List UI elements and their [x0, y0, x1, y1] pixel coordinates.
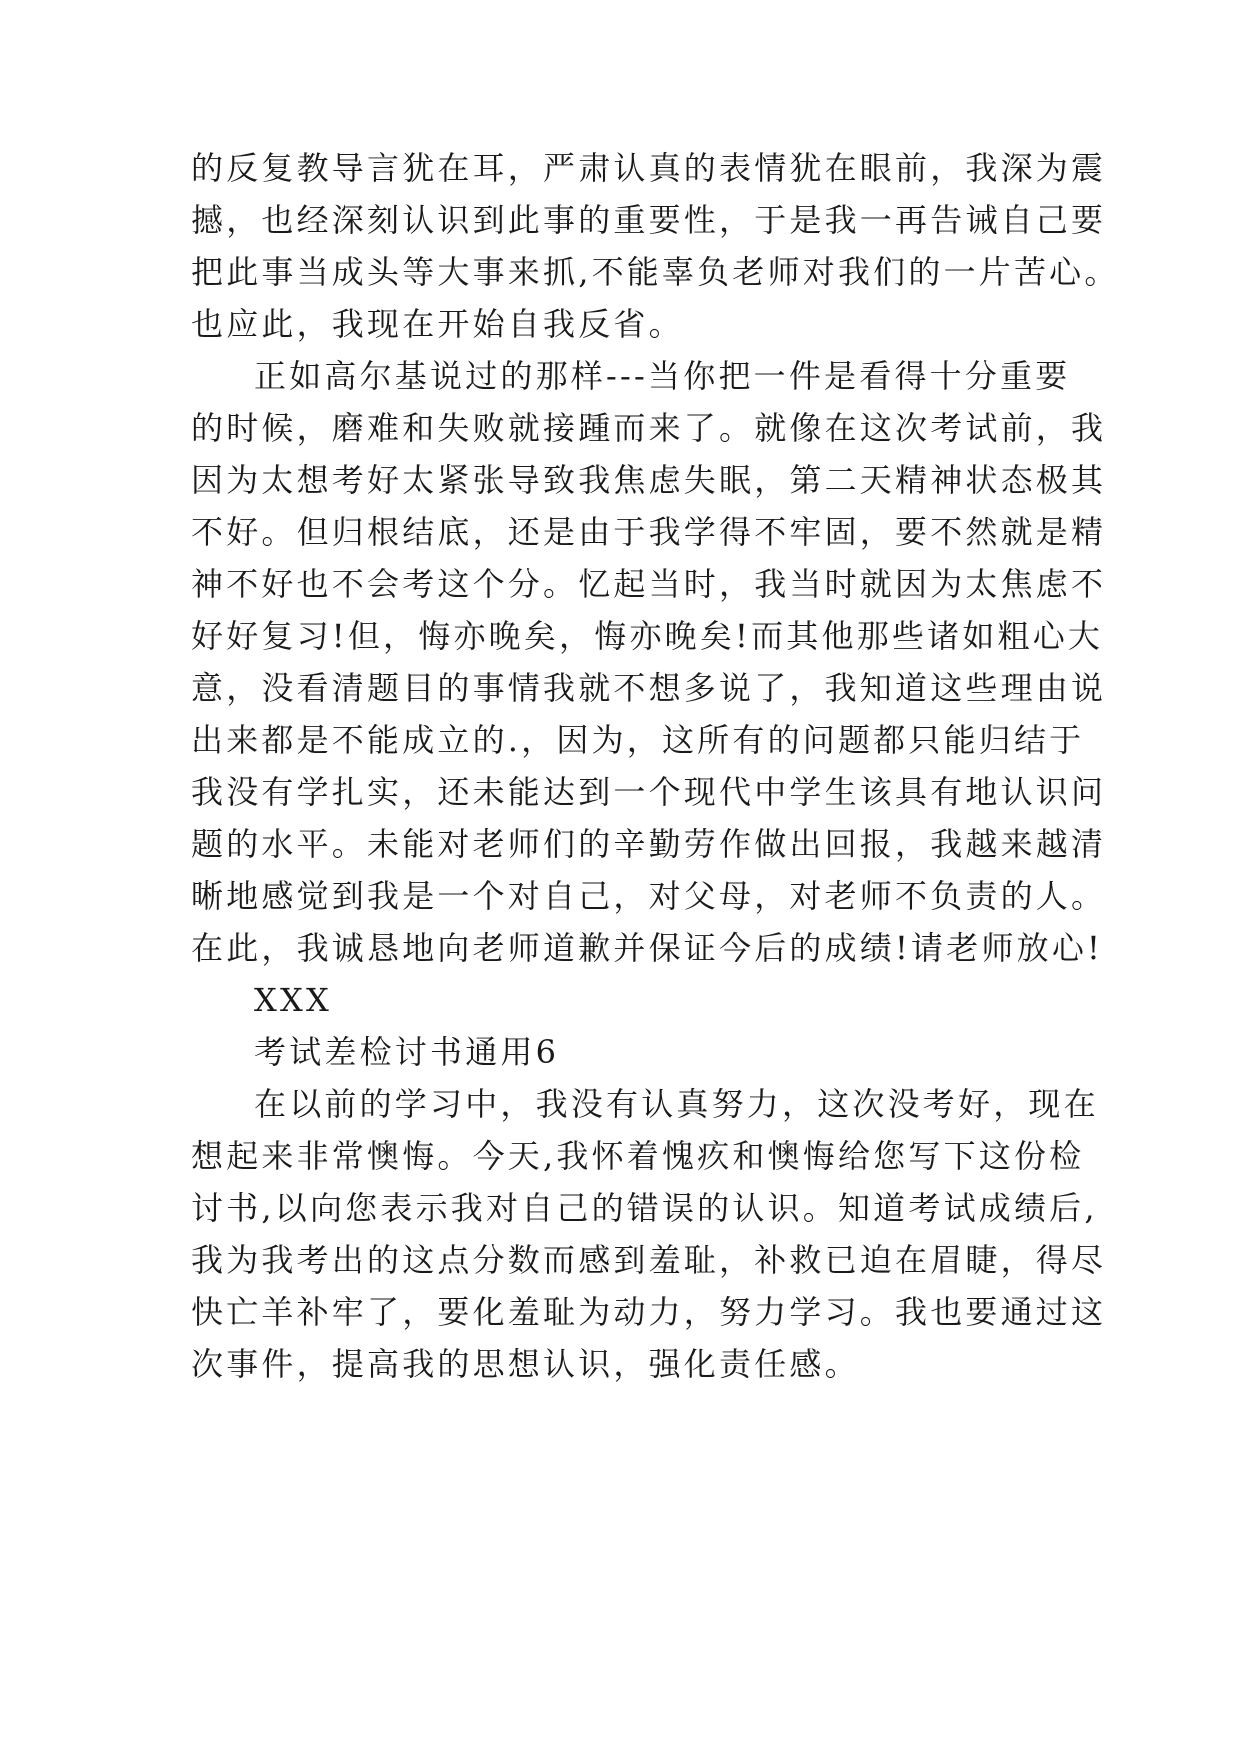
paragraph-start-line: 在以前的学习中，我没有认真努力，这次没考好，现在: [254, 1085, 1099, 1123]
text-line: 讨书,以向您表示我对自己的错误的认识。知道考试成绩后,: [191, 1189, 1098, 1227]
text-line: 出来都是不能成立的.，因为，这所有的问题都只能归结于: [191, 721, 1085, 759]
paragraph-start-line: 正如高尔基说过的那样---当你把一件是看得十分重要: [254, 357, 1071, 395]
text-line: 因为太想考好太紧张导致我焦虑失眠，第二天精神状态极其: [191, 461, 1107, 499]
text-line: 撼，也经深刻认识到此事的重要性，于是我一再告诫自己要: [191, 201, 1107, 239]
text-line: 晰地感觉到我是一个对自己，对父母，对老师不负责的人。: [191, 877, 1107, 915]
text-line: 也应此，我现在开始自我反省。: [191, 305, 684, 343]
section-heading: 考试差检讨书通用6: [254, 1033, 560, 1071]
text-line: 把此事当成头等大事来抓,不能辜负老师对我们的一片苦心。: [191, 253, 1120, 291]
text-line: 好好复习!但，悔亦晚矣，悔亦晚矣!而其他那些诸如粗心大: [191, 617, 1104, 655]
text-line: 快亡羊补牢了，要化羞耻为动力，努力学习。我也要通过这: [191, 1293, 1107, 1331]
text-line: 的反复教导言犹在耳，严肃认真的表情犹在眼前，我深为震: [191, 149, 1107, 187]
text-line: 我没有学扎实，还未能达到一个现代中学生该具有地认识问: [191, 773, 1107, 811]
text-line: 想起来非常懊悔。今天,我怀着愧疚和懊悔给您写下这份检: [191, 1137, 1085, 1175]
text-line: 我为我考出的这点分数而感到羞耻，补救已迫在眉睫，得尽: [191, 1241, 1107, 1279]
text-line: 的时候，磨难和失败就接踵而来了。就像在这次考试前，我: [191, 409, 1107, 447]
signature-line: XXX: [254, 981, 332, 1019]
text-line: 意，没看清题目的事情我就不想多说了，我知道这些理由说: [191, 669, 1107, 707]
text-line: 在此，我诚恳地向老师道歉并保证今后的成绩!请老师放心!: [191, 929, 1104, 967]
text-line: 题的水平。未能对老师们的辛勤劳作做出回报，我越来越清: [191, 825, 1107, 863]
text-line: 不好。但归根结底，还是由于我学得不牢固，要不然就是精: [191, 513, 1107, 551]
text-line: 神不好也不会考这个分。忆起当时，我当时就因为太焦虑不: [191, 565, 1107, 603]
text-line: 次事件，提高我的思想认识，强化责任感。: [191, 1345, 860, 1383]
